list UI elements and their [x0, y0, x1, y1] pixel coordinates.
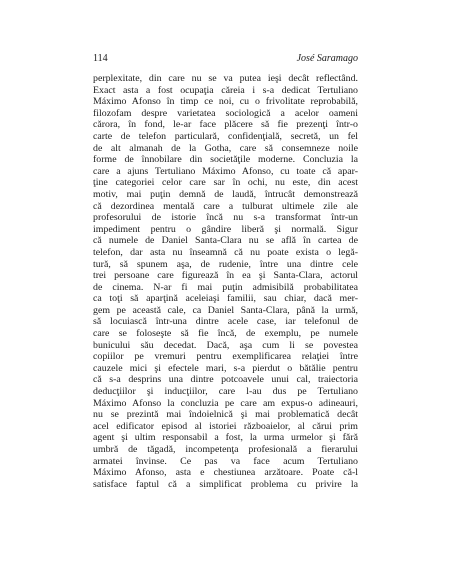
text-line: motiv, mai puţin demnă de laudă, întrucât demonstrează — [93, 188, 358, 200]
text-line: cărora, în fond, le-ar face plăcere să fie prezenţi într-o — [93, 119, 358, 131]
text-line: impediment pentru o gândire liberă şi normală. Sigur — [93, 223, 358, 235]
text-line: de alt almanah de la Gotha, care să consemneze noile — [93, 142, 358, 154]
text-line: umbră de tăgadă, incompetenţa profesională a fierarului — [93, 444, 358, 455]
page-number: 114 — [93, 53, 108, 64]
text-line: ca toţi să aparţină aceleiaşi familii, sau chiar, dacă mer- — [93, 293, 358, 305]
text-line: Máximo Afonso la concluzia pe care am expus-o adineauri, — [93, 397, 358, 409]
text-line: bunicului său decedat. Dacă, aşa cum li se povestea — [93, 339, 358, 351]
text-line: Máximo Afonso în timp ce noi, cu o frivolitate reprobabilă, — [93, 96, 358, 108]
text-line: tură, să spunem aşa, de rudenie, între una dintre cele — [93, 258, 358, 270]
text-line: că numele de Daniel Santa-Clara nu se află în cartea de — [93, 235, 358, 247]
text-line: ţine categoriei celor care sar în ochi, nu este, din acest — [93, 177, 358, 189]
text-line: cauzele mici şi efectele mari, s-a pierdut o bătălie pentru — [93, 362, 358, 374]
text-line: Máximo Afonso, asta e chestiunea arzătoare. Poate că-l — [93, 467, 358, 479]
text-line: telefon, dar asta nu înseamnă că nu poate exista o legă- — [93, 246, 358, 258]
text-line: să locuiască într-una dintre acele case, iar telefonul de — [93, 316, 358, 328]
text-line: acel edificator episod al istoriei războaielor, al cărui prim — [93, 420, 358, 432]
text-line: nu se prezintă mai îndoielnică şi mai problematică decât — [93, 409, 358, 421]
text-line: care se foloseşte să fie încă, de exemplu, pe numele — [93, 328, 358, 340]
text-line: Exact asta a fost ocupaţia căreia i s-a dedicat Tertuliano — [93, 84, 358, 96]
text-line: perplexitate, din care nu se va putea ieşi decât reflectând. — [93, 73, 358, 84]
text-line: agent şi ultim responsabil a fost, la urma urmelor şi fără — [93, 432, 358, 444]
text-line: că s-a desprins una dintre potcoavele unui cal, traiectoria — [93, 374, 358, 386]
text-line: deducţiilor şi inducţiilor, care l-au dus pe Tertuliano — [93, 386, 358, 398]
text-line: de cinema. N-ar fi mai puţin admisibilă probabilitatea — [93, 281, 358, 293]
text-line: satisface faptul că a simplificat problema cu privire la — [93, 478, 358, 490]
text-line: carte de telefon particulară, confidenţială, secretă, un fel — [93, 130, 358, 142]
text-line: armatei învinse. Ce pas va face acum Tertuliano — [93, 455, 358, 467]
text-line: că dezordinea mentală care a tulburat ultimele zile ale — [93, 200, 358, 212]
text-line: filozofam despre varietatea sociologică a acelor oameni — [93, 107, 358, 119]
text-line: care a ajuns Tertuliano Máximo Afonso, cu toate că apar- — [93, 165, 358, 177]
page-header — [93, 52, 358, 66]
text-line: forme de înnobilare din societăţile moderne. Concluzia la — [93, 154, 358, 166]
text-line: profesorului de istorie încă nu s-a transformat într-un — [93, 212, 358, 224]
body-text — [93, 73, 358, 490]
running-title: José Saramago — [296, 53, 358, 64]
text-line: gem pe această cale, ca Daniel Santa-Clara, până la urmă, — [93, 304, 358, 316]
text-line: trei persoane care figurează în ea şi Santa-Clara, actorul — [93, 270, 358, 282]
text-line: copiilor pe vremuri pentru exemplificarea relaţiei între — [93, 351, 358, 363]
